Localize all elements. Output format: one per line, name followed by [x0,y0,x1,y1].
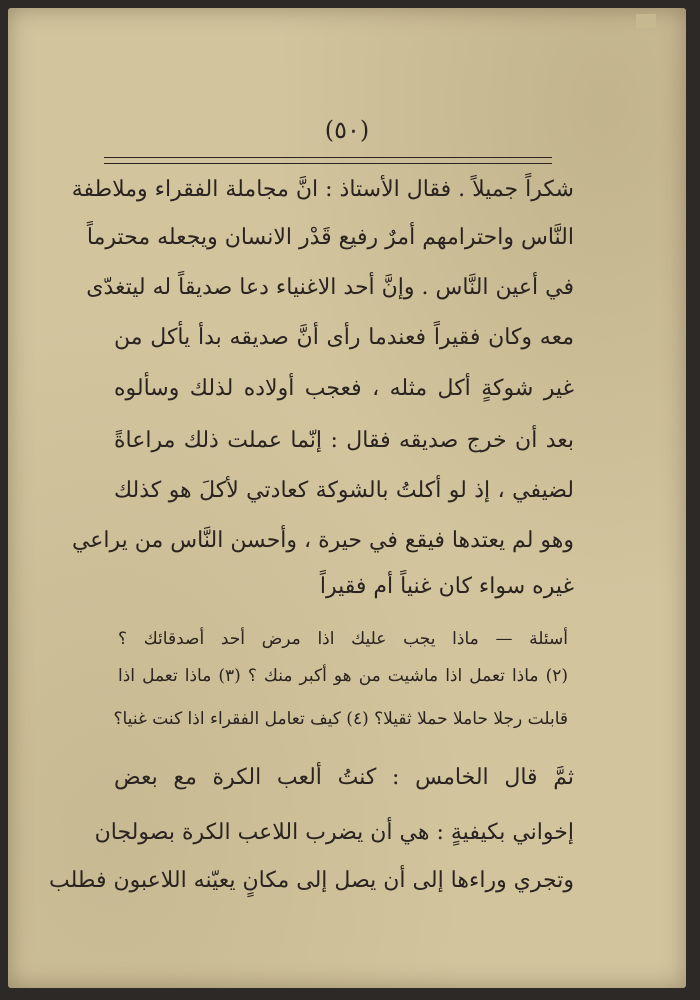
text-line: النَّاس واحترامهم أمرٌ رفيع قَدْر الانسان ويجعله محترماً [86,225,574,250]
text-line: شكراً جميلاً . فقال الأستاذ : انَّ مجاملة الفقراء وملاطفة [71,177,574,202]
header-rule-bottom [104,163,552,164]
text-line-last: غيره سواء كان غنياً أم فقيراً [319,574,574,599]
book-page [8,8,686,988]
text-line: لضيفي ، إذ لو أكلتُ بالشوكة كعادتي لأكلَ هو كذلك [114,478,574,503]
text-line: ثمَّ قال الخامس : كنتُ ألعب الكرة مع بعض [114,765,574,790]
text-line: وتجري وراءها إلى أن يصل إلى مكانٍ يعيّنه اللاعبون فطلب [49,868,574,893]
page-tab-mark [636,14,656,28]
text-line: إخواني بكيفيةٍ : هي أن يضرب اللاعب الكرة بصولجان [94,820,574,845]
questions-line: (٢) ماذا تعمل اذا ماشيت من هو أكبر منك ؟ (٣) ماذا تعمل اذا [118,666,568,686]
text-line: معه وكان فقيراً فعندما رأى أنَّ صديقه بدأ يأكل من [114,325,574,350]
questions-line: قابلت رجلا حاملا حملا ثقيلا؟ (٤) كيف تعامل الفقراء اذا كنت غنيا؟ [113,709,568,729]
text-line: بعد أن خرج صديقه فقال : إنّما عملت ذلك مراعاةً [114,428,574,453]
text-line: غير شوكةٍ أكل مثله ، فعجب أولاده لذلك وسألوه [114,376,574,401]
questions-line: أسئلة — ماذا يجب عليك اذا مرض أحد أصدقائك ؟ [118,629,568,649]
text-line: وهو لم يعتدها فيقع في حيرة ، وأحسن النَّاس من يراعي [71,528,574,553]
header-rule-top [104,157,552,158]
text-line: في أعين النَّاس . وإنَّ أحد الاغنياء دعا صديقاً له ليتغدّى [86,275,574,300]
page-number: (٥٠) [324,116,370,144]
